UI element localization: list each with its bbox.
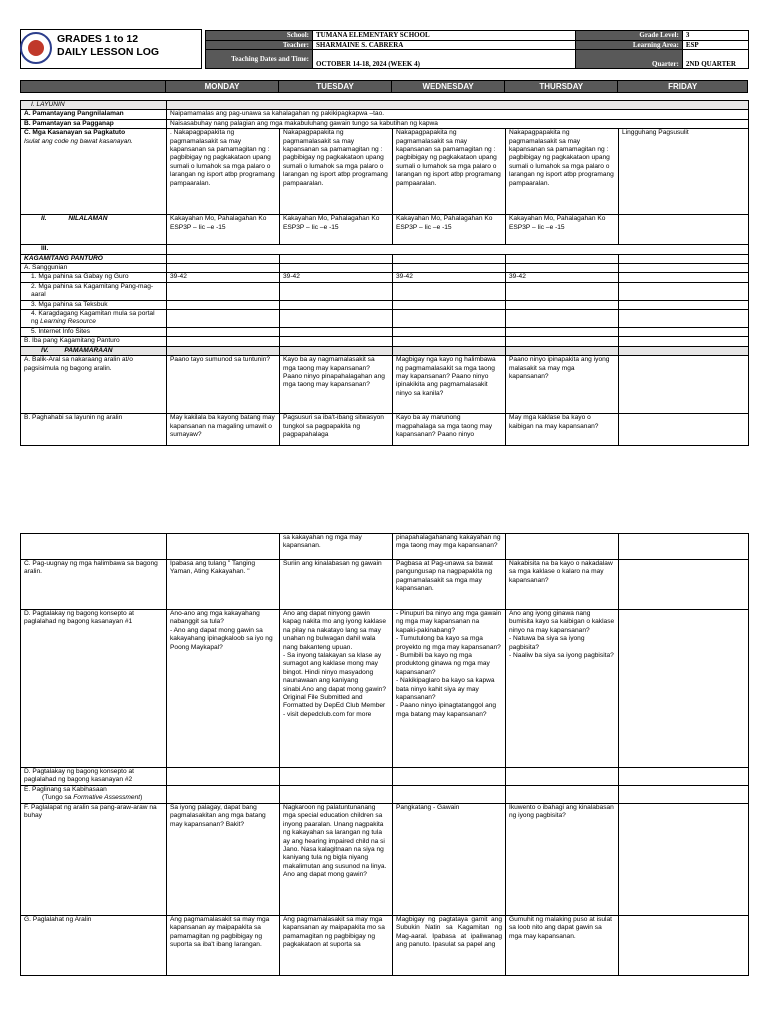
- blank-cell: [393, 768, 506, 786]
- blank-cell: [280, 254, 393, 263]
- blank-cell: [393, 337, 506, 346]
- kasanayan-label: C. Mga Kasanayan sa Pagkatuto: [24, 129, 126, 137]
- cont-tue: sa kakayahan ng mga may kapansanan.: [280, 534, 393, 560]
- balik-mon: Paano tayo sumunod sa tuntunin?: [167, 356, 280, 414]
- kasanayan-fri: Lingguhang Pagsusulit: [619, 129, 749, 215]
- balik-wed: Magbigay nga kayo ng halimbawa ng pagmamalasakit sa mga taong may kapansanan? Paano ninyo ipinakikita ang pagmamalasakit ninyo sa kanila?: [393, 356, 506, 414]
- g-tue: Ang pagmamalasakit sa may mga kapansanan ay maipapakita mo sa pamamagitan ng pagbibigay ng pagkakataon at suporta sa: [280, 916, 393, 976]
- blank-cell: [280, 768, 393, 786]
- nilalaman-fri: [619, 215, 749, 245]
- iii-blank: [167, 245, 749, 254]
- deped-seal-icon: [20, 32, 52, 64]
- blank-cell: [280, 310, 393, 328]
- internet-label: 5. Internet Info Sites: [21, 327, 167, 336]
- blank-cell: [167, 346, 280, 355]
- pamamaraan-label-cell: [21, 346, 167, 355]
- blank-cell: [167, 337, 280, 346]
- day-monday: MONDAY: [166, 81, 279, 93]
- blank-cell: [619, 916, 749, 976]
- g-label: G. Paglalahat ng Aralin: [21, 916, 167, 976]
- kasanayan-thu: Nakapagpapakita ng pagmamalasakit sa may kapansanan sa pamamagitan ng : pagbibigay ng pagkakataon upang sumali o lumahok sa mga palaro o larangan ng isport atbp programang pampaaralan.: [506, 129, 619, 215]
- blank-cell: [280, 346, 393, 355]
- blank-cell: [21, 534, 167, 560]
- blank-cell: [167, 534, 280, 560]
- dates-label: Teaching Dates and Time:: [206, 50, 313, 69]
- e-label-cell: [21, 786, 167, 804]
- blank-cell: [280, 786, 393, 804]
- iba-label: B. Iba pang Kagamitang Panturo: [21, 337, 167, 346]
- f-tue: Nagkaroon ng palatuntunanang mga special education children sa inyong paaralan. Unang nagpakita ng kakayahan sa larangan ng tula ay ang hearing impaired child na si Jano. Nasa kalagitnaan na siya ng kaniyang tula ng bigla niyang makalimutan ang susunod na linya. Ano ang dapat mong gawin?: [280, 804, 393, 916]
- lr-label: 4. Karagdagang Kagamitan mula sa portal ng: [31, 310, 155, 326]
- quarter-label: Quarter:: [575, 50, 682, 69]
- blank-cell: [280, 300, 393, 309]
- area-label: Learning Area:: [575, 40, 682, 50]
- blank-cell: [506, 786, 619, 804]
- cont-wed: pinapahalagahanang kakayahan ng mga taong may mga kapansanan?: [393, 534, 506, 560]
- pamantayan-pang-label: A. Pamantayang Pangnilalaman: [21, 110, 167, 119]
- nilalaman-tue: Kakayahan Mo, Pahalagahan Ko ESP3P – Iic –e -15: [280, 215, 393, 245]
- blank-cell: [619, 327, 749, 336]
- iii-label: III.: [21, 245, 167, 254]
- e-label: E. Paglinang sa Kabihasaan: [24, 786, 107, 793]
- paguugnay-tue: Suriin ang kinalabasan ng gawain: [280, 560, 393, 610]
- paghahabi-tue: Pagsusuri sa iba't-ibang sitwasyon tungkol sa pagpapakita ng pagpapahalaga: [280, 414, 393, 446]
- nilalaman-label-cell: [21, 215, 167, 245]
- blank-cell: [506, 327, 619, 336]
- blank-cell: [619, 534, 749, 560]
- blank-cell: [167, 282, 280, 300]
- blank-cell: [167, 264, 280, 273]
- paghahabi-wed: Kayo ba ay marunong magpahalaga sa mga taong may kapansanan? Paano ninyo: [393, 414, 506, 446]
- blank-cell: [619, 414, 749, 446]
- blank-cell: [506, 534, 619, 560]
- e-sub: [24, 794, 163, 802]
- layunin-blank: [167, 101, 749, 110]
- blank-cell: [280, 282, 393, 300]
- lr-label-italic: Learning Resource: [40, 318, 96, 326]
- blank-cell: [619, 337, 749, 346]
- paguugnay-mon: Ipabasa ang tulang " Tanging Yaman, Ating Kakayahan. ": [167, 560, 280, 610]
- day-thursday: THURSDAY: [505, 81, 618, 93]
- paghahabi-thu: May mga kaklase ba kayo o kaibigan na may kapansanan?: [506, 414, 619, 446]
- balik-thu: Paano ninyo ipinapakita ang iyong malasakit sa may mga kapansanan?: [506, 356, 619, 414]
- d1-tue: Ano ang dapat ninyong gawin kapag nakita mo ang iyong kaklase na pilay na nakatayo lang sa may unahan ng bulwagan dahil wala nang bakanteng upuan. - Sa inyong talakayan sa klase ay sumagot ang kaklase mong may bingot. Hindi ninyo masyadong naunawaan ang kaniyang sinabi.Ano ang dapat mong gawin? Original File Submitted and Formatted by DepEd Club Member - visit depedclub.com for more: [280, 610, 393, 768]
- nilalaman-label: NILALAMAN: [68, 215, 108, 223]
- blank-cell: [393, 254, 506, 263]
- blank-cell: [393, 327, 506, 336]
- g-mon: Ang pagmamalasakit sa may mga kapansanan ay maipapakita sa pamamagitan ng pagbibigay ng suporta sa iba't ibang larangan.: [167, 916, 280, 976]
- blank-cell: [393, 264, 506, 273]
- d1-wed: - Pinupuri ba ninyo ang mga gawain ng mga may kapansanan na kapaki-pakinabang? - Tumutulong ba kayo sa mga proyekto ng mga may kapansanan? - Bumibili ba kayo ng mga produktong ginawa ng mga may kapansanan? - Nakikipaglaro ba kayo sa kapwa bata ninyo kahit siya ay may kapansanan? - Paano ninyo ipinagtatanggol ang mga batang may kapansanan?: [393, 610, 506, 768]
- e-sub-c: ): [140, 794, 143, 802]
- blank-cell: [506, 300, 619, 309]
- nilalaman-wed: Kakayahan Mo, Pahalagahan Ko ESP3P – Iic –e -15: [393, 215, 506, 245]
- blank-cell: [393, 282, 506, 300]
- kagamitan-label: KAGAMITANG PANTURO: [21, 254, 167, 263]
- area-value: ESP: [682, 40, 748, 50]
- lesson-table-page2: [20, 533, 749, 976]
- day-wednesday: WEDNESDAY: [392, 81, 505, 93]
- blank-cell: [619, 300, 749, 309]
- paguugnay-thu: Nakabisita na ba kayo o nakadalaw sa mga kaklase o kalaro na may kapansanan?: [506, 560, 619, 610]
- teacher-label: Teacher:: [206, 40, 313, 50]
- blank-cell: [619, 560, 749, 610]
- blank-cell: [506, 254, 619, 263]
- paghahabi-label: B. Paghahabi sa layunin ng aralin: [21, 414, 167, 446]
- nilalaman-mon: Kakayahan Mo, Pahalagahan Ko ESP3P – Iic –e -15: [167, 215, 280, 245]
- pamantayan-sa-value: Naisasabuhay nang palagian ang mga makabuluhang gawain tungo sa kabutihan ng kapwa: [167, 119, 749, 128]
- gabay-thu: 39-42: [506, 273, 619, 282]
- school-label: School:: [206, 31, 313, 41]
- blank-cell: [506, 282, 619, 300]
- kasanayan-wed: Nakapagpapakita ng pagmamalasakit sa may kapansanan sa pamamagitan ng : pagbibigay ng pagkakataon upang sumali o lumahok sa mga palaro o larangan ng isport atbp programang pampaaralan.: [393, 129, 506, 215]
- lesson-table-page1: [20, 100, 749, 446]
- pamamaraan-label: PAMAMARAAN: [64, 346, 113, 354]
- day-tuesday: TUESDAY: [279, 81, 392, 93]
- g-thu: Gumuhit ng malaking puso at isulat sa loob nito ang dapat gawin sa mga may kapansanan.: [506, 916, 619, 976]
- blank-cell: [506, 768, 619, 786]
- kasanayan-note: Isulat ang code ng bawat kasanayan.: [24, 137, 133, 145]
- balik-tue: Kayo ba ay nagmamalasakit sa mga taong may kapansanan? Paano ninyo pinapahalagahan ang mga taong may kapansanan?: [280, 356, 393, 414]
- f-thu: Ikuwento o ibahagi ang kinalabasan ng iyong pagbisita?: [506, 804, 619, 916]
- blank-cell: [393, 300, 506, 309]
- blank-cell: [167, 327, 280, 336]
- page-1: [0, 0, 768, 470]
- blank-cell: [393, 346, 506, 355]
- gabay-tue: 39-42: [280, 273, 393, 282]
- blank-cell: [619, 346, 749, 355]
- blank-cell: [280, 264, 393, 273]
- blank-cell: [619, 282, 749, 300]
- blank-cell: [619, 254, 749, 263]
- d1-thu: Ano ang iyong ginawa nang bumisita kayo sa kaibigan o kaklase ninyo na may kapansanan? - Natuwa ba siya sa iyong pagbisita? - Naaliw ba siya sa iyong pagbisita?: [506, 610, 619, 768]
- paguugnay-label: C. Pag-uugnay ng mga halimbawa sa bagong aralin.: [21, 560, 167, 610]
- f-wed: Pangkatang - Gawain: [393, 804, 506, 916]
- pamamaraan-num: IV.: [41, 346, 49, 354]
- lr-label-cell: [21, 310, 167, 328]
- blank-cell: [619, 356, 749, 414]
- kasanayan-tue: Nakapagpapakita ng pagmamalasakit sa may kapansanan sa pamamagitan ng : pagbibigay ng pagkakataon upang sumali o lumahok sa mga palaro o larangan ng isport atbp programang pampaaralan.: [280, 129, 393, 215]
- layunin-heading: I. LAYUNIN: [21, 101, 167, 110]
- nilalaman-thu: Kakayahan Mo, Pahalagahan Ko ESP3P – Iic –e -15: [506, 215, 619, 245]
- grade-value: 3: [682, 31, 748, 41]
- gabay-wed: 39-42: [393, 273, 506, 282]
- d2-label: D. Pagtalakay ng bagong konsepto at paglalahad ng bagong kasanayan #2: [21, 768, 167, 786]
- blank-cell: [167, 786, 280, 804]
- days-header: [20, 80, 748, 93]
- f-label: F. Paglalapat ng aralin sa pang-araw-araw na buhay: [21, 804, 167, 916]
- dates-value: OCTOBER 14-18, 2024 (WEEK 4): [313, 50, 576, 69]
- f-mon: Sa iyong palagay, dapat bang pagmalasakitan ang mga batang may kapansanan? Bakit?: [167, 804, 280, 916]
- blank-cell: [167, 300, 280, 309]
- blank-cell: [393, 310, 506, 328]
- blank-cell: [619, 786, 749, 804]
- day-friday: FRIDAY: [618, 81, 748, 93]
- doc-title-line1: GRADES 1 to 12: [57, 33, 139, 45]
- paguugnay-wed: Pagbasa at Pag-unawa sa bawat pangungusap na nagpapakita ng pagmamalasakit sa mga may kapansanan.: [393, 560, 506, 610]
- blank-cell: [506, 310, 619, 328]
- blank-cell: [506, 264, 619, 273]
- blank-cell: [619, 264, 749, 273]
- blank-cell: [619, 273, 749, 282]
- blank-cell: [506, 337, 619, 346]
- pamantayan-pang-value: Naipamamalas ang pag-unawa sa kahalagahan ng pakikipagkapwa –tao.: [167, 110, 749, 119]
- blank-cell: [619, 768, 749, 786]
- teacher-value: SHARMAINE S. CABRERA: [313, 40, 576, 50]
- blank-cell: [619, 310, 749, 328]
- blank-cell: [619, 804, 749, 916]
- blank-cell: [280, 337, 393, 346]
- blank-cell: [393, 786, 506, 804]
- page-2: [0, 530, 768, 1024]
- e-sub-b: Formative Assessment: [73, 794, 141, 802]
- blank-cell: [167, 254, 280, 263]
- blank-cell: [506, 346, 619, 355]
- gabay-mon: 39-42: [167, 273, 280, 282]
- teksbuk-label: 3. Mga pahina sa Teksbuk: [21, 300, 167, 309]
- blank-cell: [619, 610, 749, 768]
- nilalaman-num: II.: [41, 215, 47, 223]
- paghahabi-mon: May kakilala ba kayong batang may kapansanan na magaling umawit o sumayaw?: [167, 414, 280, 446]
- kasanayan-mon: . Nakapagpapakita ng pagmamalasakit sa may kapansanan sa pamamagitan ng : pagbibigay ng pagkakataon upang sumali o lumahok sa mga palaro o larangan ng isport atbp programang pampaaralan.: [167, 129, 280, 215]
- school-value: TUMANA ELEMENTARY SCHOOL: [313, 31, 576, 41]
- days-blank: [21, 81, 166, 93]
- pamantayan-sa-label: B. Pamantayan sa Pagganap: [21, 119, 167, 128]
- e-sub-a: (Tungo sa: [42, 794, 74, 802]
- quarter-value: 2ND QUARTER: [682, 50, 748, 69]
- blank-cell: [167, 310, 280, 328]
- gabay-label: 1. Mga pahina sa Gabay ng Guro: [21, 273, 167, 282]
- header-info-table: [205, 30, 749, 69]
- blank-cell: [167, 768, 280, 786]
- g-wed: Magbigay ng pagtataya gamit ang Subukin Natin sa Kagamitan ng Mag-aaral. Ipabasa at ipaliwanag ang panuto. Ipasulat sa papel ang: [393, 916, 506, 976]
- d1-label: D. Pagtalakay ng bagong konsepto at paglalahad ng bagong kasanayan #1: [21, 610, 167, 768]
- kagamitang-label: 2. Mga pahina sa Kagamitang Pang-mag-aaral: [21, 282, 167, 300]
- blank-cell: [280, 327, 393, 336]
- doc-title-line2: DAILY LESSON LOG: [57, 46, 160, 58]
- d1-mon: Ano-ano ang mga kakayahang nabanggit sa tula? - Ano ang dapat mong gawin sa kakayahang ipinagkaloob sa iyo ng Poong Maykapal?: [167, 610, 280, 768]
- sanggunian-label: A. Sanggunian: [21, 264, 167, 273]
- grade-label: Grade Level:: [575, 31, 682, 41]
- balik-label: A. Balik-Aral sa nakaraang aralin at/o pagsisimula ng bagong aralin.: [21, 356, 167, 414]
- kasanayan-label-cell: [21, 129, 167, 215]
